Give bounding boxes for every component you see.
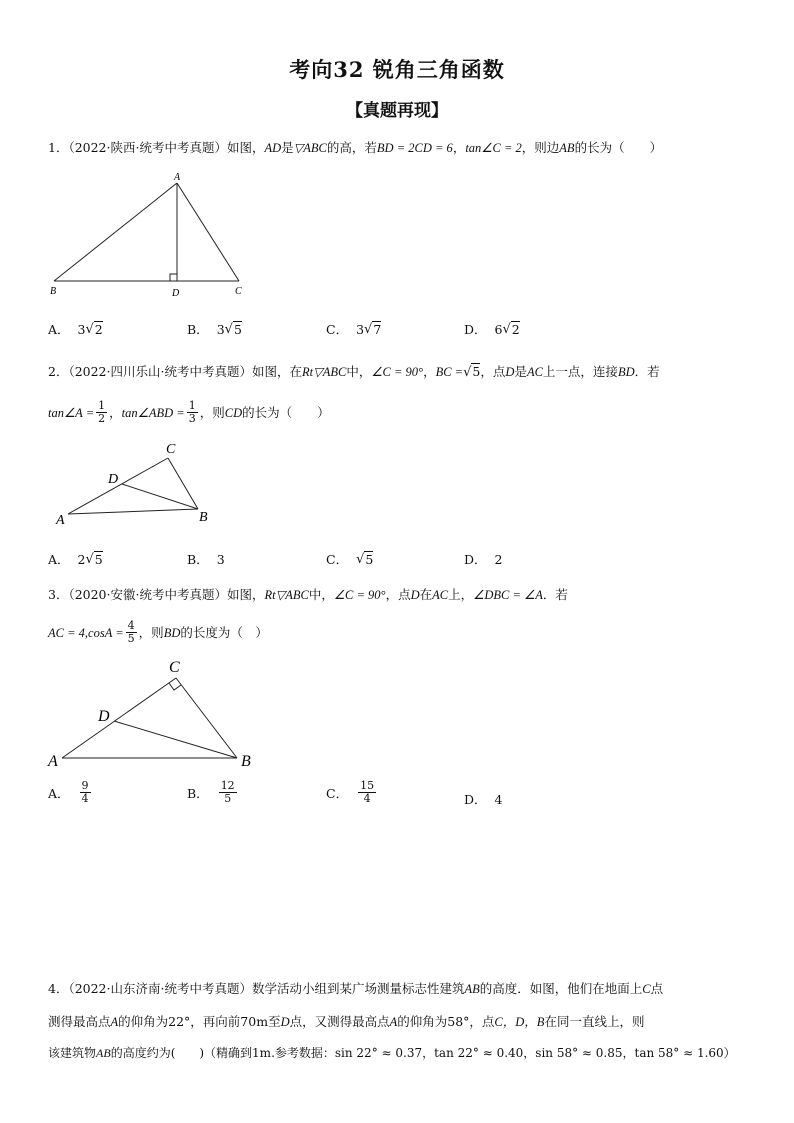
q3-cos-fraction (126, 620, 137, 645)
q2-line-cb (168, 458, 198, 509)
q2-tan-abd: tan∠ABD = (121, 405, 185, 420)
question-4-stem-line1 (48, 979, 663, 999)
option-letter: B． (187, 552, 209, 567)
q1-text: ，则边 (521, 140, 560, 155)
q1-prefix: 1．（2022·陕西·统考中考真题）如图， (48, 140, 265, 155)
q2-text: ，则 (199, 404, 225, 420)
option-coef: 3 (216, 321, 225, 337)
q1-label-a: A (174, 172, 181, 183)
q1-label-b: B (50, 286, 57, 297)
question-3-stem-line2 (48, 620, 268, 645)
option-letter: A． (48, 552, 70, 567)
q3-condition: ∠DBC = ∠A (473, 588, 543, 602)
sqrt-sign: √ (224, 321, 233, 337)
q1-option-b[interactable] (187, 320, 242, 338)
fraction-denominator: 5 (127, 632, 135, 645)
fraction-denominator: 4 (81, 792, 89, 805)
q2-triangle: Rt▽ABC (301, 365, 347, 379)
option-letter: D． (464, 552, 487, 567)
sqrt-sign: √ (85, 321, 94, 337)
option-fraction (358, 780, 376, 805)
q3-text: 在 (419, 587, 433, 602)
page-title: 考向32 锐角三角函数 (289, 57, 505, 82)
q4-ab: AB (464, 982, 480, 996)
q2-bc: BC = (435, 365, 464, 379)
option-letter: D． (464, 322, 487, 337)
q4-points: C，D，B (494, 1015, 545, 1029)
option-radicand: 2 (94, 322, 103, 337)
q4-text: 点，又测得最高点 (289, 1014, 390, 1029)
q3-line-bd (114, 721, 237, 758)
option-radicand: 7 (373, 322, 382, 337)
q2-text: ．若 (634, 364, 660, 379)
q4-d: D (280, 1015, 290, 1029)
q3-ac: AC (432, 588, 449, 602)
fraction-denominator: 5 (224, 792, 232, 805)
question-1-stem (48, 138, 662, 158)
q3-line-ac (62, 678, 176, 758)
q2-d: D (505, 365, 515, 379)
option-letter: D． (464, 792, 487, 807)
sqrt-sign: √ (356, 551, 365, 567)
fraction-numerator: 9 (81, 779, 89, 792)
q3-right-angle-mark (169, 683, 181, 690)
q4-text: 的仰角为22°，再向前70m至 (118, 1014, 281, 1029)
fraction-denominator: 4 (363, 792, 371, 805)
q2-text: ， (423, 364, 436, 379)
option-letter: A． (48, 322, 70, 337)
q1-line-ac (177, 183, 239, 281)
q1-ad: AD (264, 141, 282, 155)
q1-label-c: C (235, 286, 242, 297)
q1-option-a[interactable] (48, 320, 103, 338)
q2-tan-a-fraction (96, 400, 107, 425)
q4-text: 的仰角为58°，点 (397, 1014, 495, 1029)
q3-d: D (410, 588, 420, 602)
q3-line-cb (176, 678, 237, 758)
q3-label-b: B (241, 753, 251, 770)
q3-label-c: C (169, 659, 180, 676)
q4-a: A (389, 1015, 398, 1029)
q2-tan-a: tan∠A = (48, 405, 95, 420)
option-fraction (80, 780, 91, 805)
q2-angle: ∠C = 90° (371, 365, 424, 379)
sqrt-sign: √ (463, 365, 472, 380)
q2-option-d[interactable] (464, 550, 502, 568)
q2-line-bd (122, 484, 198, 509)
q4-text: 的高度．如图，他们在地面上 (479, 981, 643, 996)
q3-given: AC = 4,cosA = (48, 625, 124, 640)
fraction-numerator: 1 (188, 399, 196, 412)
fraction-numerator: 4 (127, 619, 135, 632)
q1-ab: AB (559, 141, 575, 155)
option-radicand: 5 (365, 552, 374, 567)
question-2-stem-line1 (48, 362, 660, 383)
q3-bd: BD (163, 625, 181, 640)
q3-option-b[interactable] (187, 780, 239, 805)
question-4-stem-line3 (48, 1043, 736, 1063)
q1-text: 是 (281, 140, 294, 155)
question-2-stem-line2 (48, 400, 330, 425)
q1-tan: tan∠C = 2 (465, 141, 522, 155)
option-coef: 2 (77, 551, 86, 567)
q1-text: 的高，若 (326, 140, 377, 155)
option-coef: 3 (77, 321, 86, 337)
sqrt-sign: √ (364, 321, 373, 337)
q2-label-d: D (108, 472, 119, 487)
q4-text: 在同一直线上，则 (544, 1014, 645, 1029)
q4-a: A (110, 1015, 119, 1029)
question-4-stem-line2 (48, 1012, 644, 1032)
option-value: 3 (216, 551, 225, 567)
option-radicand: 5 (94, 552, 103, 567)
q3-prefix: 3．（2020·安徽·统考中考真题）如图， (48, 587, 265, 602)
q2-prefix: 2．（2022·四川乐山·统考中考真题）如图，在 (48, 364, 302, 379)
q1-line-ab (54, 183, 177, 281)
fraction-numerator: 12 (220, 779, 235, 792)
option-letter: C． (326, 322, 349, 337)
fraction-denominator: 2 (98, 412, 106, 425)
q1-option-c[interactable] (326, 320, 381, 338)
option-radicand: 5 (233, 322, 242, 337)
q3-option-d[interactable] (464, 790, 502, 808)
option-value: 2 (494, 551, 503, 567)
q2-option-c[interactable] (326, 550, 373, 568)
option-radicand: 2 (511, 322, 520, 337)
q1-option-d[interactable] (464, 320, 520, 338)
q3-label-a: A (48, 753, 58, 770)
q4-text: 测得最高点 (48, 1014, 111, 1029)
q4-c: C (642, 982, 651, 996)
q4-text: 点 (650, 981, 664, 996)
q1-figure (44, 168, 254, 300)
q2-text: ，点 (480, 364, 506, 379)
option-letter: A． (48, 785, 70, 801)
q2-sep: ， (109, 404, 122, 420)
q2-tan-abd-fraction (187, 400, 198, 425)
q1-label-d: D (172, 288, 180, 299)
q2-label-a: A (56, 513, 65, 528)
q3-figure (44, 654, 264, 774)
sqrt-sign: √ (502, 321, 511, 337)
q3-option-c[interactable] (326, 780, 378, 805)
q3-text: ．若 (542, 587, 568, 602)
q2-option-b[interactable] (187, 550, 225, 568)
q4-ab: AB (96, 1046, 111, 1060)
q4-text: 该建筑物 (48, 1046, 97, 1060)
q3-text: ，点 (385, 587, 411, 602)
sqrt-sign: √ (85, 551, 94, 567)
option-coef: 3 (356, 321, 365, 337)
q3-triangle: Rt▽ABC (264, 588, 309, 602)
q2-bc-radicand: 5 (472, 364, 481, 379)
fraction-denominator: 3 (188, 412, 196, 425)
q1-tail: 的长为（ ） (574, 140, 663, 155)
q3-tail: 的长度为（ ） (180, 624, 268, 640)
q2-figure (50, 436, 230, 530)
q4-reference-data: 的高度约为( )（精确到1m.参考数据：sin 22° ≈ 0.37，tan 22° ≈ 0.40，sin 58° ≈ 0.85，tan 58° ≈ 1.60） (110, 1046, 736, 1060)
q1-condition: BD = 2CD = 6 (376, 141, 453, 155)
option-letter: B． (187, 322, 209, 337)
q3-option-a[interactable] (48, 780, 93, 805)
q3-text: 上， (448, 587, 474, 602)
q2-option-a[interactable] (48, 550, 103, 568)
q3-label-d: D (98, 708, 110, 725)
option-letter: C． (326, 785, 349, 801)
q1-right-angle-mark (170, 274, 177, 281)
section-heading: 【真题再现】 (346, 101, 448, 121)
option-fraction (219, 780, 237, 805)
option-letter: B． (187, 785, 209, 801)
q4-prefix: 4．（2022·山东济南·统考中考真题）数学活动小组到某广场测量标志性建筑 (48, 981, 465, 996)
q2-ac: AC (526, 365, 543, 379)
q2-label-c: C (166, 442, 176, 457)
option-letter: C． (326, 552, 349, 567)
q2-line-ab (68, 509, 198, 514)
q2-label-b: B (199, 510, 208, 525)
q2-text: 是 (514, 364, 527, 379)
fraction-numerator: 15 (360, 779, 375, 792)
q2-bd: BD (617, 365, 635, 379)
q2-tail: 的长为（ ） (242, 404, 330, 420)
question-3-stem-line1 (48, 585, 568, 605)
q3-text: ，则 (138, 624, 164, 640)
q2-text: 中， (346, 364, 372, 379)
q2-cd: CD (224, 405, 243, 420)
q3-text: 中， (308, 587, 334, 602)
fraction-numerator: 1 (98, 399, 106, 412)
option-coef: 6 (494, 321, 503, 337)
q2-text: 上一点，连接 (542, 364, 618, 379)
q1-triangle: ▽ABC (293, 141, 327, 155)
q1-sep: ， (452, 140, 466, 155)
q3-angle: ∠C = 90° (333, 588, 386, 602)
option-value: 4 (494, 791, 503, 807)
